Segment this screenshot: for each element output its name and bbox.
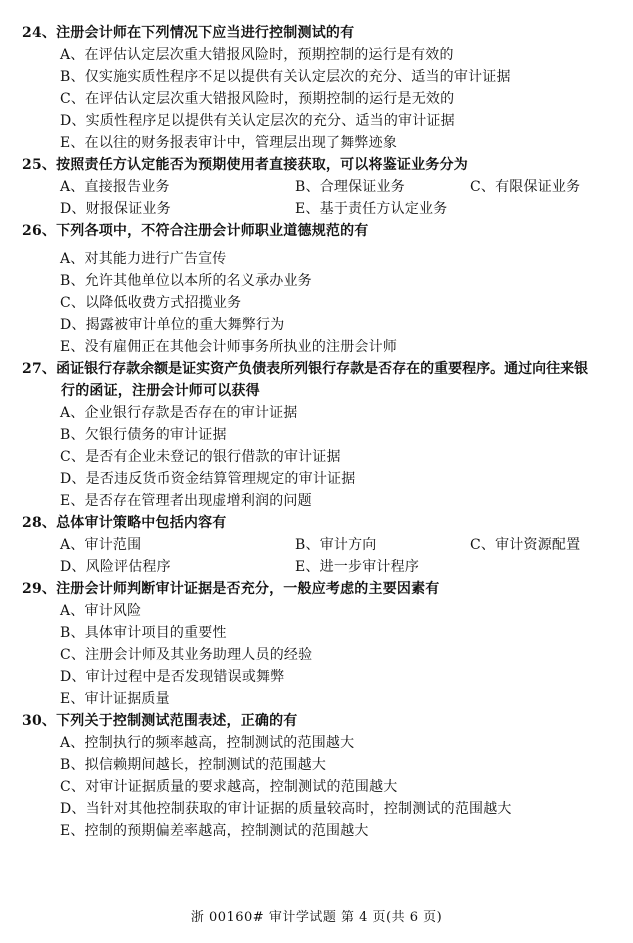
question-text: 下列关于控制测试范围表述，正确的有 [56, 713, 298, 729]
option-c: C、有限保证业务 [470, 179, 581, 195]
page-footer: 浙 00160# 审计学试题 第 4 页(共 6 页) [190, 910, 443, 925]
option-e: E、审计证据质量 [60, 691, 170, 707]
option-e: E、是否存在管理者出现虚增利润的问题 [60, 493, 312, 509]
option-d: D、审计过程中是否发现错误或舞弊 [60, 669, 285, 685]
question-number: 29、 [22, 581, 57, 597]
option-a: A、企业银行存款是否存在的审计证据 [60, 405, 298, 421]
option-c: C、注册会计师及其业务助理人员的经验 [60, 647, 313, 663]
option-list [22, 248, 613, 358]
option-c: C、在评估认定层次重大错报风险时，预期控制的运行是无效的 [60, 91, 455, 107]
option-e: E、控制的预期偏差率越高，控制测试的范围越大 [60, 823, 369, 839]
question-text: 按照责任方认定能否为预期使用者直接获取，可以将鉴证业务分为 [56, 157, 468, 173]
question-25 [22, 154, 613, 220]
option-c: C、以降低收费方式招揽业务 [60, 295, 242, 311]
option-a: A、对其能力进行广告宣传 [60, 251, 227, 267]
option-a: A、控制执行的频率越高，控制测试的范围越大 [60, 735, 355, 751]
option-b: B、合理保证业务 [295, 179, 405, 195]
option-c: C、对审计证据质量的要求越高，控制测试的范围越大 [60, 779, 398, 795]
option-e: E、在以往的财务报表审计中，管理层出现了舞弊迹象 [60, 135, 398, 151]
question-number: 24、 [22, 25, 57, 41]
option-c: C、审计资源配置 [470, 537, 581, 553]
option-b: B、拟信赖期间越长，控制测试的范围越大 [60, 757, 327, 773]
option-list [22, 176, 613, 220]
question-number: 28、 [22, 515, 57, 531]
option-a: A、审计范围 [60, 537, 142, 553]
option-e: E、进一步审计程序 [295, 559, 420, 575]
option-list [22, 732, 613, 842]
question-text: 注册会计师在下列情况下应当进行控制测试的有 [56, 25, 355, 41]
option-list [22, 600, 613, 710]
option-d: D、当针对其他控制获取的审计证据的质量较高时，控制测试的范围越大 [60, 801, 512, 817]
option-d: D、财报保证业务 [60, 201, 171, 217]
option-b: B、欠银行债务的审计证据 [60, 427, 227, 443]
option-list [22, 44, 613, 154]
option-list [22, 534, 613, 578]
option-e: E、基于责任方认定业务 [295, 201, 448, 217]
option-c: C、是否有企业未登记的银行借款的审计证据 [60, 449, 341, 465]
question-text: 函证银行存款余额是证实资产负债表所列银行存款是否存在的重要程序。通过向往来银 [56, 361, 589, 377]
option-b: B、审计方向 [295, 537, 377, 553]
question-28 [22, 512, 613, 578]
question-29 [22, 578, 613, 710]
option-b: B、具体审计项目的重要性 [60, 625, 227, 641]
question-text: 总体审计策略中包括内容有 [56, 515, 227, 531]
option-d: D、实质性程序足以提供有关认定层次的充分、适当的审计证据 [60, 113, 455, 129]
option-d: D、风险评估程序 [60, 559, 171, 575]
option-e: E、没有雇佣正在其他会计师事务所执业的注册会计师 [60, 339, 398, 355]
option-b: B、允许其他单位以本所的名义承办业务 [60, 273, 312, 289]
question-number: 27、 [22, 361, 57, 377]
question-number: 26、 [22, 223, 57, 239]
question-text: 下列各项中，不符合注册会计师职业道德规范的有 [56, 223, 369, 239]
question-30 [22, 710, 613, 842]
option-a: A、直接报告业务 [60, 179, 170, 195]
option-b: B、仅实施实质性程序不足以提供有关认定层次的充分、适当的审计证据 [60, 69, 511, 85]
option-d: D、揭露被审计单位的重大舞弊行为 [60, 317, 285, 333]
option-list [22, 402, 613, 512]
question-27 [22, 358, 613, 512]
question-24 [22, 22, 613, 154]
option-a: A、在评估认定层次重大错报风险时，预期控制的运行是有效的 [60, 47, 454, 63]
question-text: 注册会计师判断审计证据是否充分，一般应考虑的主要因素有 [56, 581, 440, 597]
question-26 [22, 220, 613, 358]
question-text-continued: 行的函证，注册会计师可以获得 [61, 383, 260, 399]
question-number: 30、 [22, 713, 57, 729]
question-number: 25、 [22, 157, 57, 173]
option-d: D、是否违反货币资金结算管理规定的审计证据 [60, 471, 356, 487]
option-a: A、审计风险 [60, 603, 142, 619]
